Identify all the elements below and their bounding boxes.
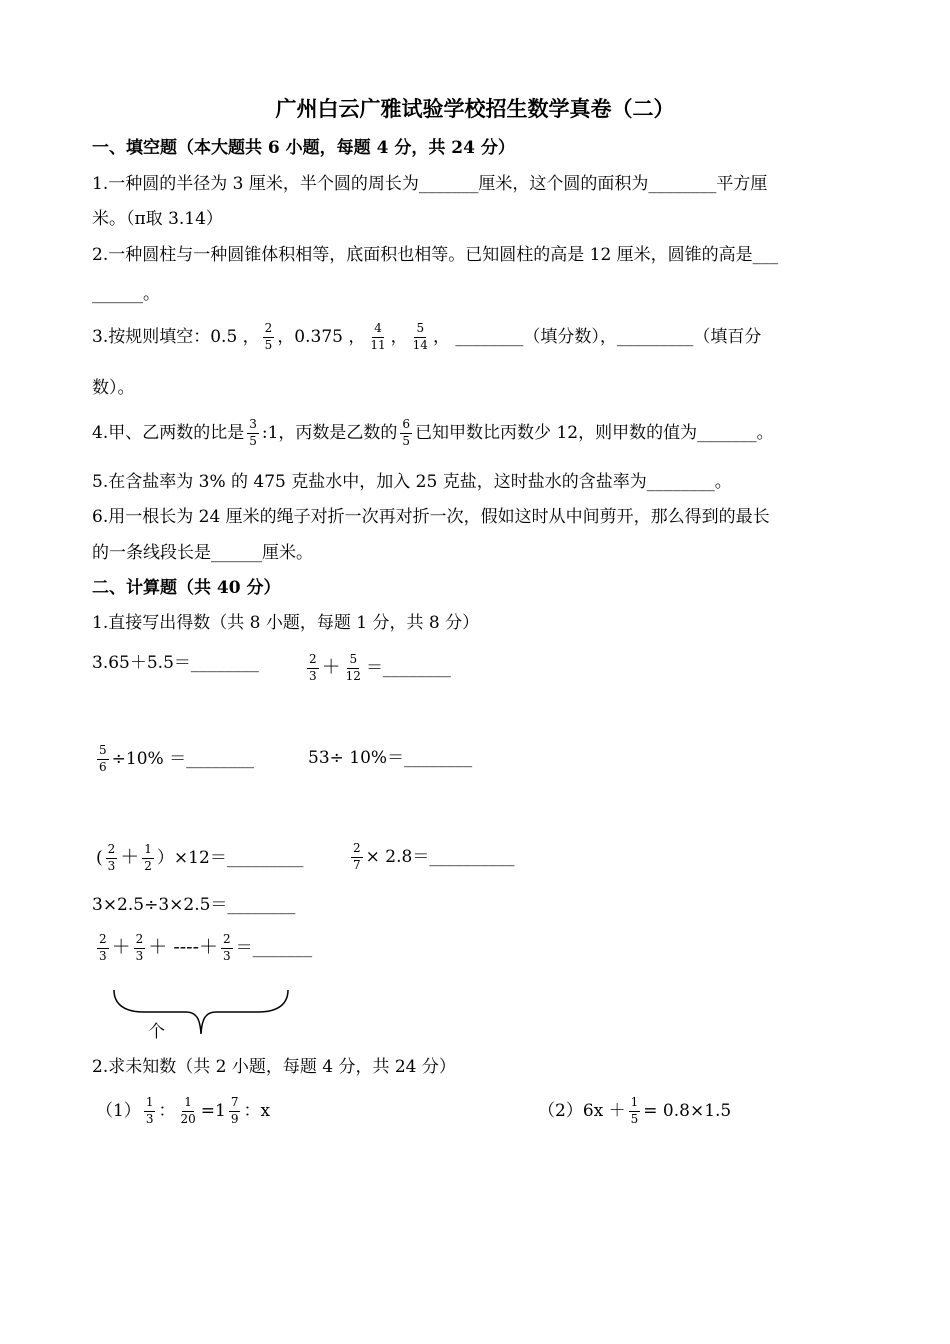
fraction: $\frac{2}{3}$: [107, 842, 116, 873]
section1-heading: 一、填空题（本大题共 6 小题，每题 4 分，共 24 分）: [92, 138, 515, 158]
fraction: $\frac{1}{2}$: [144, 842, 152, 873]
equation-2: （2）6x ＋ $\frac{1}{5}$ = 0.8×1.5: [538, 1095, 732, 1126]
q1-line2: 米。（π取 3.14）: [92, 209, 223, 229]
fraction: $\frac{5}{12}$: [345, 652, 361, 683]
calc-2: $\frac{2}{3}$ ＋ $\frac{5}{12}$ ＝________: [309, 652, 451, 683]
calc-3: $\frac{5}{6}$ ÷10% ＝________: [99, 743, 255, 774]
equation-1: （1） $\frac{1}{3}$ ： $\frac{1}{20}$ =1 $\frac{7}{9}$ ：x: [96, 1095, 271, 1126]
fraction: $\frac{2}{7}$: [353, 841, 361, 872]
q3-line2: 数）。: [92, 378, 135, 398]
fraction: $\frac{2}{3}$: [99, 932, 107, 963]
fraction: $\frac{5}{14}$: [412, 321, 428, 352]
q2-line1: 2.一种圆柱与一种圆锥体积相等，底面积也相等。已知圆柱的高是 12 厘米，圆锥的高是___: [92, 245, 779, 265]
calc-6: $\frac{2}{7}$ × 2.8＝__________: [353, 841, 515, 872]
fraction: $\frac{4}{11}$: [370, 321, 386, 352]
section2-heading: 二、计算题（共 40 分）: [92, 578, 281, 598]
fraction: $\frac{2}{5}$: [264, 321, 273, 352]
fraction: $\frac{2}{3}$: [223, 932, 231, 963]
part1-heading: 1.直接写出得数（共 8 小题，每题 1 分，共 8 分）: [92, 613, 480, 633]
calc-1: 3.65＋5.5＝________: [92, 653, 259, 673]
calc-4: 53÷ 10%＝________: [308, 748, 473, 768]
fraction: $\frac{5}{6}$: [99, 743, 107, 774]
fraction: $\frac{1}{5}$: [630, 1095, 639, 1126]
calc-7: 3×2.5÷3×2.5＝________: [92, 895, 296, 915]
calc-8: $\frac{2}{3}$ ＋ $\frac{2}{3}$ ＋ ----＋ $\frac{2}{3}$ ＝_______: [99, 932, 313, 963]
fraction: $\frac{7}{9}$: [230, 1095, 239, 1126]
q6-line1: 6.用一根长为 24 厘米的绳子对折一次再对折一次，假如这时从中间剪开，那么得到的最长: [92, 507, 770, 527]
fraction: $\frac{6}{5}$: [402, 417, 411, 448]
part2-heading: 2.求未知数（共 2 小题，每题 4 分，共 24 分）: [92, 1057, 456, 1077]
page-title: 广州白云广雅试验学校招生数学真卷（二）: [275, 96, 675, 121]
fraction: $\frac{3}{5}$: [249, 417, 257, 448]
q5-line: 5.在含盐率为 3% 的 475 克盐水中，加入 25 克盐，这时盐水的含盐率为________。: [92, 472, 732, 492]
q2-line2: ______。: [92, 284, 160, 304]
q3-line1: 3.按规则填空：0.5 ， $\frac{2}{5}$ ，0.375 ， $\frac{4}{11}$ ， $\frac{5}{14}$ ， ________（填分数），_________（填百分: [92, 321, 762, 352]
calc-5: ( $\frac{2}{3}$ ＋ $\frac{1}{2}$ ）×12＝_________: [96, 842, 304, 873]
fraction: $\frac{1}{20}$: [180, 1095, 196, 1126]
underbrace-icon: [108, 988, 294, 1040]
fraction: $\frac{2}{3}$: [309, 652, 317, 683]
q6-line2: 的一条线段长是______厘米。: [92, 543, 313, 563]
brace-label: 个: [148, 1022, 165, 1042]
q1-line1: 1.一种圆的半径为 3 厘米，半个圆的周长为_______厘米，这个圆的面积为________平方厘: [92, 174, 768, 194]
fraction: $\frac{2}{3}$: [135, 932, 144, 963]
fraction: $\frac{1}{3}$: [145, 1095, 154, 1126]
q4-line: 4.甲、乙两数的比是 $\frac{3}{5}$ :1，丙数是乙数的 $\frac{6}{5}$ 已知甲数比丙数少 12，则甲数的值为_______。: [92, 417, 774, 448]
